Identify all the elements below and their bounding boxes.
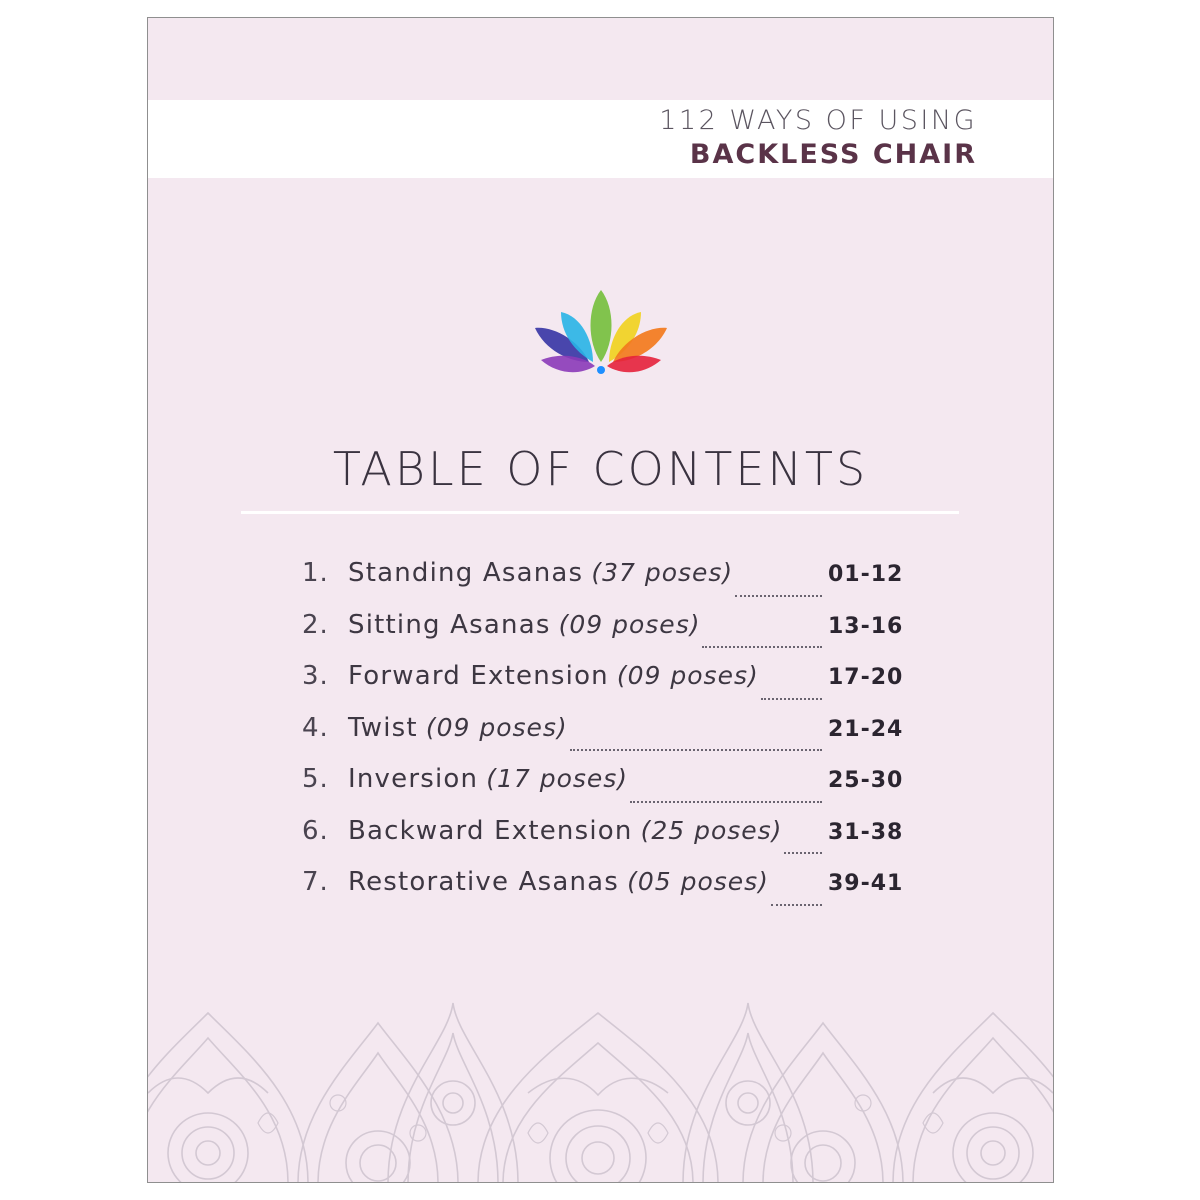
toc-dot-leader bbox=[570, 749, 822, 751]
document-page bbox=[147, 17, 1054, 1183]
toc-entry[interactable] bbox=[302, 712, 904, 765]
toc-entry[interactable] bbox=[302, 558, 904, 610]
toc-list bbox=[302, 558, 904, 919]
title-divider bbox=[241, 511, 959, 514]
toc-entry-title: Twist bbox=[348, 712, 418, 743]
toc-entry[interactable] bbox=[302, 764, 904, 816]
toc-entry-pages: 25-30 bbox=[828, 768, 904, 793]
toc-dot-leader bbox=[771, 904, 822, 906]
toc-entry-poses: (37 poses) bbox=[591, 558, 734, 587]
toc-entry-title: Inversion bbox=[348, 764, 479, 794]
toc-entry-pages: 39-41 bbox=[828, 871, 904, 896]
toc-entry-pages: 13-16 bbox=[828, 613, 904, 639]
toc-entry-number: 6. bbox=[302, 815, 329, 846]
toc-dot-leader bbox=[784, 852, 822, 854]
toc-entry[interactable] bbox=[302, 867, 904, 919]
mandala-border-decoration bbox=[148, 983, 1053, 1183]
toc-dot-leader bbox=[735, 595, 822, 597]
toc-entry-title: Standing Asanas bbox=[348, 558, 584, 588]
toc-entry-number: 4. bbox=[302, 712, 329, 743]
header-title: BACKLESS CHAIR bbox=[689, 139, 977, 170]
toc-entry-title: Forward Extension bbox=[348, 661, 609, 691]
toc-dot-leader bbox=[761, 698, 822, 700]
toc-entry-number: 5. bbox=[302, 764, 329, 794]
toc-entry-poses: (25 poses) bbox=[640, 815, 783, 845]
toc-entry-number: 7. bbox=[302, 867, 329, 897]
toc-entry-title: Restorative Asanas bbox=[348, 867, 620, 897]
toc-entry-pages: 21-24 bbox=[828, 716, 904, 742]
toc-entry-pages: 17-20 bbox=[828, 665, 904, 690]
toc-title: TABLE OF CONTENTS bbox=[332, 442, 869, 496]
toc-entry-title: Sitting Asanas bbox=[348, 609, 551, 640]
toc-entry-number: 1. bbox=[302, 558, 329, 588]
toc-entry-pages: 01-12 bbox=[828, 562, 904, 587]
toc-entry[interactable] bbox=[302, 609, 904, 662]
lotus-icon bbox=[531, 290, 671, 380]
toc-entry-poses: (05 poses) bbox=[627, 867, 769, 896]
toc-dot-leader bbox=[702, 646, 822, 648]
header-subtitle: 112 WAYS OF USING bbox=[659, 105, 977, 136]
toc-entry[interactable] bbox=[302, 661, 904, 713]
toc-entry-title: Backward Extension bbox=[348, 815, 633, 846]
toc-entry[interactable] bbox=[302, 815, 904, 868]
toc-entry-poses: (17 poses) bbox=[486, 764, 629, 793]
toc-dot-leader bbox=[630, 801, 822, 803]
toc-entry-poses: (09 poses) bbox=[616, 661, 759, 690]
toc-entry-number: 3. bbox=[302, 661, 329, 691]
toc-entry-number: 2. bbox=[302, 609, 329, 640]
toc-entry-pages: 31-38 bbox=[828, 819, 904, 845]
toc-entry-poses: (09 poses) bbox=[425, 712, 568, 742]
toc-entry-poses: (09 poses) bbox=[558, 609, 701, 639]
